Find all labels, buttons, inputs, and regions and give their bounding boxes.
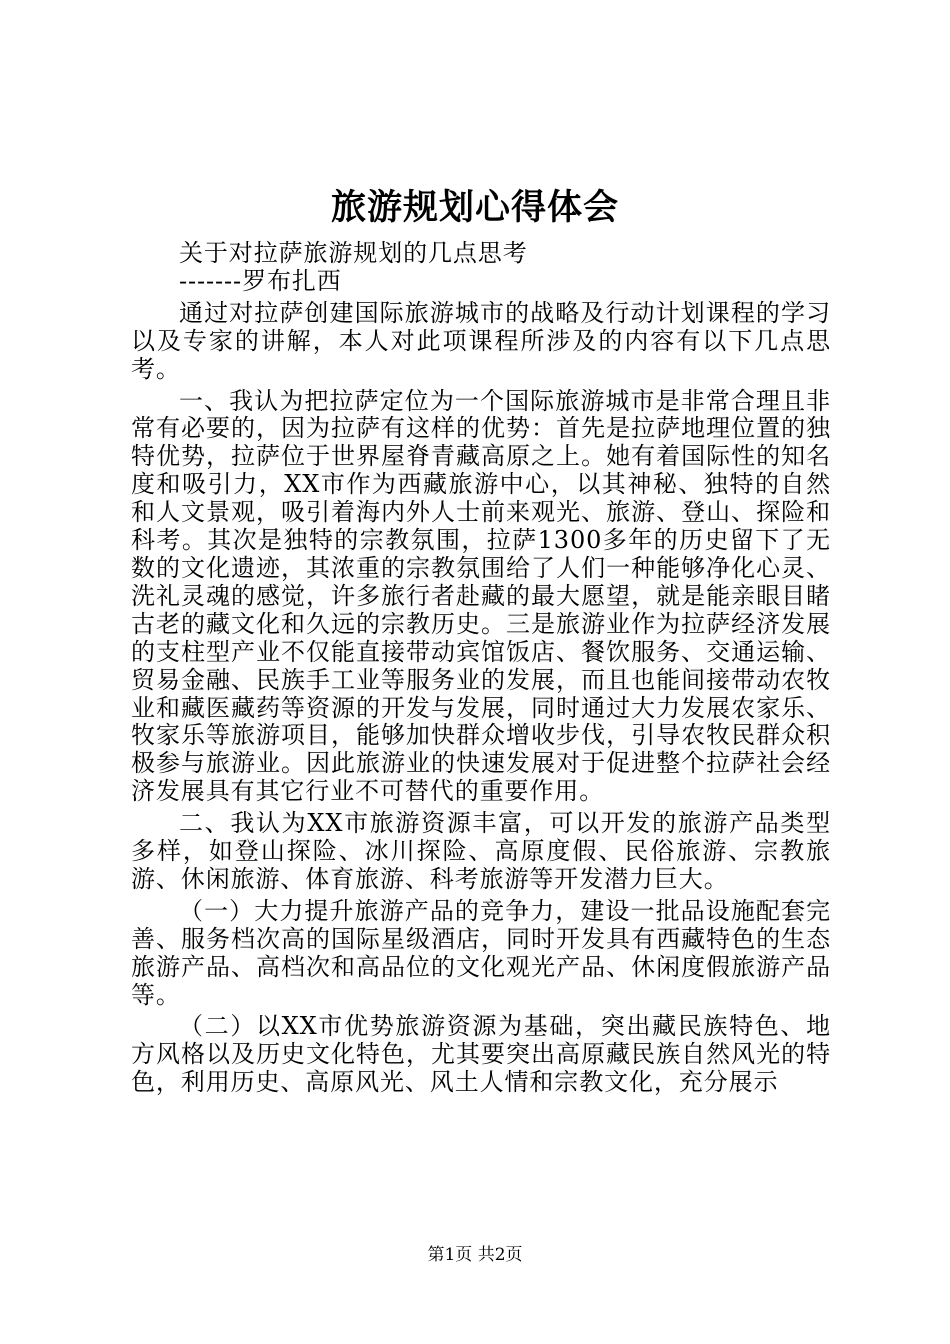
document-title: 旅游规划心得体会	[330, 187, 619, 228]
paragraph-subpoint-two: （二）以XX市优势旅游资源为基础，突出藏民族特色、地方风格以及历史文化特色，尤其要突出高原藏民族自然风光的特色，利用历史、高原风光、风土人情和宗教文化，充分展示	[131, 1012, 831, 1097]
page-number: 第1页 共2页	[427, 1245, 523, 1265]
author-line: -------罗布扎西	[179, 266, 342, 295]
subtitle: 关于对拉萨旅游规划的几点思考	[179, 239, 528, 267]
document-body	[131, 240, 831, 1097]
paragraph-point-two: 二、我认为XX市旅游资源丰富，可以开发的旅游产品类型多样，如登山探险、冰川探险、高原度假、民俗旅游、宗教旅游、休闲旅游、体育旅游、科考旅游等开发潜力巨大。	[131, 809, 831, 893]
paragraph-point-one: 一、我认为把拉萨定位为一个国际旅游城市是非常合理且非常有必要的，因为拉萨有这样的优势：首先是拉萨地理位置的独特优势，拉萨位于世界屋脊青藏高原之上。她有着国际性的知名度和吸引力，XX市作为西藏旅游中心，以其神秘、独特的自然和人文景观，吸引着海内外人士前来观光、旅游、登山、探险和科考。其次是独特的宗教氛围，拉萨1300多年的历史留下了无数的文化遗迹，其浓重的宗教氛围给了人们一种能够净化心灵、洗礼灵魂的感觉，许多旅行者赴藏的最大愿望，就是能亲眼目睹古老的藏文化和久远的宗教历史。三是旅游业作为拉萨经济发展的支柱型产业不仅能直接带动宾馆饭店、餐饮服务、交通运输、贸易金融、民族手工业等服务业的发展，而且也能间接带动农牧业和藏医藏药等资源的开发与发展，同时通过大力发展农家乐、牧家乐等旅游项目，能够加快群众增收步伐，引导农牧民群众积极参与旅游业。因此旅游业的快速发展对于促进整个拉萨社会经济发展具有其它行业不可替代的重要作用。	[131, 386, 831, 806]
paragraph-subpoint-one: （一）大力提升旅游产品的竞争力，建设一批品设施配套完善、服务档次高的国际星级酒店，同时开发具有西藏特色的生态旅游产品、高档次和高品位的文化观光产品、休闲度假旅游产品等。	[131, 896, 831, 1009]
paragraph-intro: 通过对拉萨创建国际旅游城市的战略及行动计划课程的学习以及专家的讲解，本人对此项课程所涉及的内容有以下几点思考。	[131, 298, 831, 383]
